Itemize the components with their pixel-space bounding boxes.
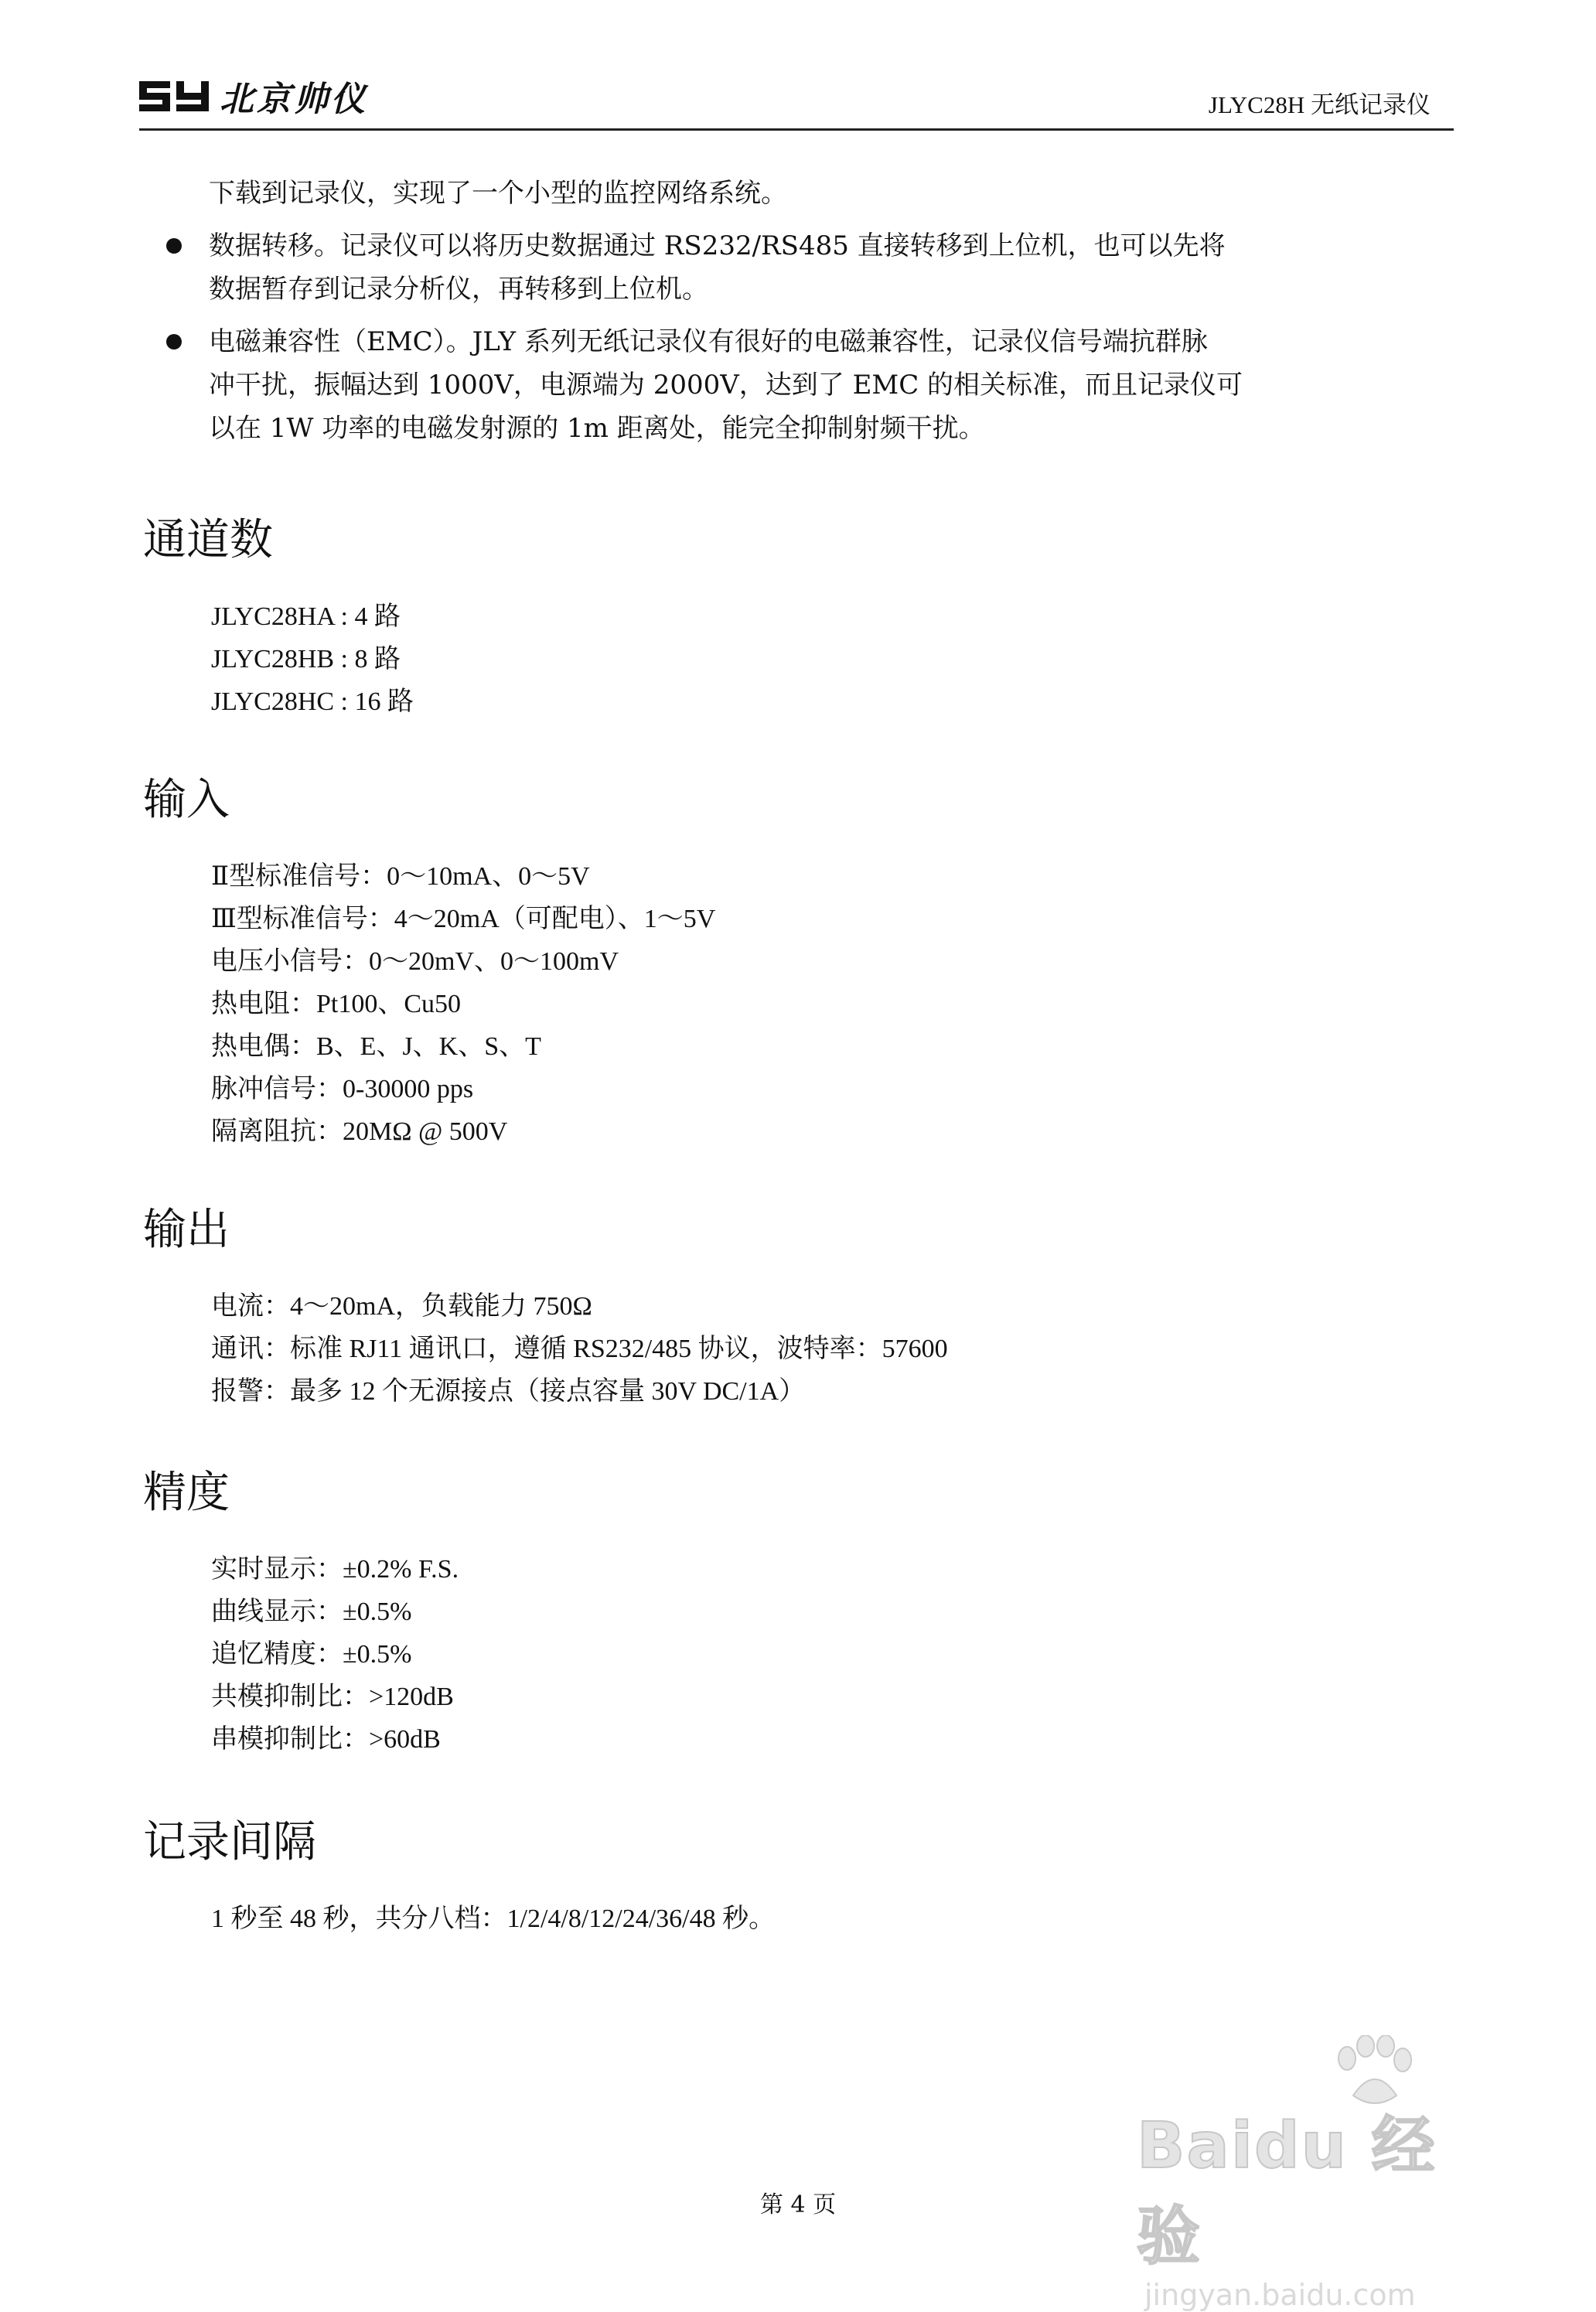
spec-line: 串模抑制比：>60dB (211, 1725, 441, 1754)
spec-line: 隔离阻抗：20MΩ @ 500V (211, 1117, 508, 1146)
section-title: 精度 (143, 1468, 230, 1518)
section-title: 通道数 (143, 515, 273, 565)
section-title: 记录间隔 (143, 1817, 316, 1867)
watermark-url: jingyan.baidu.com (1144, 2278, 1416, 2312)
spec-line: JLYC28HC : 16 路 (211, 687, 414, 716)
section-title: 输出 (143, 1205, 230, 1255)
spec-list (211, 1285, 948, 1413)
section-channels (143, 513, 414, 723)
bullet-line: 数据转移。记录仪可以将历史数据通过 RS232/RS485 直接转移到上位机，也可以先将 (209, 230, 1226, 261)
spec-line: 1 秒至 48 秒，共分八档：1/2/4/8/12/24/36/48 秒。 (211, 1905, 776, 1933)
bullet-data-transfer (209, 224, 1485, 311)
page-header (139, 66, 1454, 131)
spec-line: 曲线显示：±0.5% (211, 1598, 412, 1626)
section-interval (143, 1816, 775, 1940)
spec-line: 共模抑制比：>120dB (211, 1683, 454, 1711)
spec-list (211, 595, 414, 723)
bullet-line: 冲干扰，振幅达到 1000V，电源端为 2000V，达到了 EMC 的相关标准，而且记录仪可 (209, 370, 1243, 401)
spec-line: JLYC28HB : 8 路 (211, 645, 401, 673)
spec-list (211, 855, 715, 1153)
sy-logo-mark (139, 78, 210, 114)
spec-line: 通讯：标准 RJ11 通讯口，遵循 RS232/485 协议，波特率：57600 (211, 1335, 948, 1363)
page-number: 第 4 页 (759, 2191, 837, 2218)
bullet-line: 电磁兼容性（EMC）。JLY 系列无纸记录仪有很好的电磁兼容性，记录仪信号端抗群脉 (209, 326, 1208, 357)
company-logo (139, 74, 368, 118)
bullet-dot-icon (166, 238, 182, 254)
document-title: JLYC28H 无纸记录仪 (1208, 91, 1431, 118)
watermark-brand: Baidu 经验 (1137, 2109, 1437, 2273)
logo-text: 北京帅仪 (220, 80, 368, 119)
spec-line: Ⅲ型标准信号：4～20mA（可配电）、1～5V (211, 905, 716, 933)
bullet-emc (209, 320, 1485, 450)
spec-line: 脉冲信号：0-30000 pps (211, 1075, 474, 1103)
section-input (143, 773, 715, 1153)
spec-list (211, 1898, 775, 1940)
spec-list (211, 1548, 459, 1761)
spec-line: JLYC28HA : 4 路 (211, 602, 401, 631)
paw-icon (1330, 2035, 1415, 2113)
spec-line: Ⅱ型标准信号：0～10mA、0～5V (211, 862, 590, 891)
spec-line: 热电偶：B、E、J、K、S、T (211, 1032, 541, 1061)
spec-line: 报警：最多 12 个无源接点（接点容量 30V DC/1A） (211, 1377, 806, 1406)
spec-line: 追忆精度：±0.5% (211, 1640, 412, 1669)
bullet-dot-icon (166, 334, 182, 350)
bullet-line: 以在 1W 功率的电磁发射源的 1m 距离处，能完全抑制射频干扰。 (209, 413, 985, 444)
intro-block (209, 172, 1485, 459)
spec-line: 电流：4～20mA，负载能力 750Ω (211, 1292, 592, 1321)
section-accuracy (143, 1466, 459, 1761)
section-title: 输入 (143, 775, 230, 825)
spec-line: 电压小信号：0～20mV、0～100mV (211, 947, 619, 976)
section-output (143, 1203, 948, 1413)
spec-line: 实时显示：±0.2% F.S. (211, 1555, 459, 1584)
spec-line: 热电阻：Pt100、Cu50 (211, 990, 462, 1018)
continued-line: 下载到记录仪，实现了一个小型的监控网络系统。 (209, 178, 787, 209)
bullet-line: 数据暂存到记录分析仪，再转移到上位机。 (209, 274, 708, 305)
